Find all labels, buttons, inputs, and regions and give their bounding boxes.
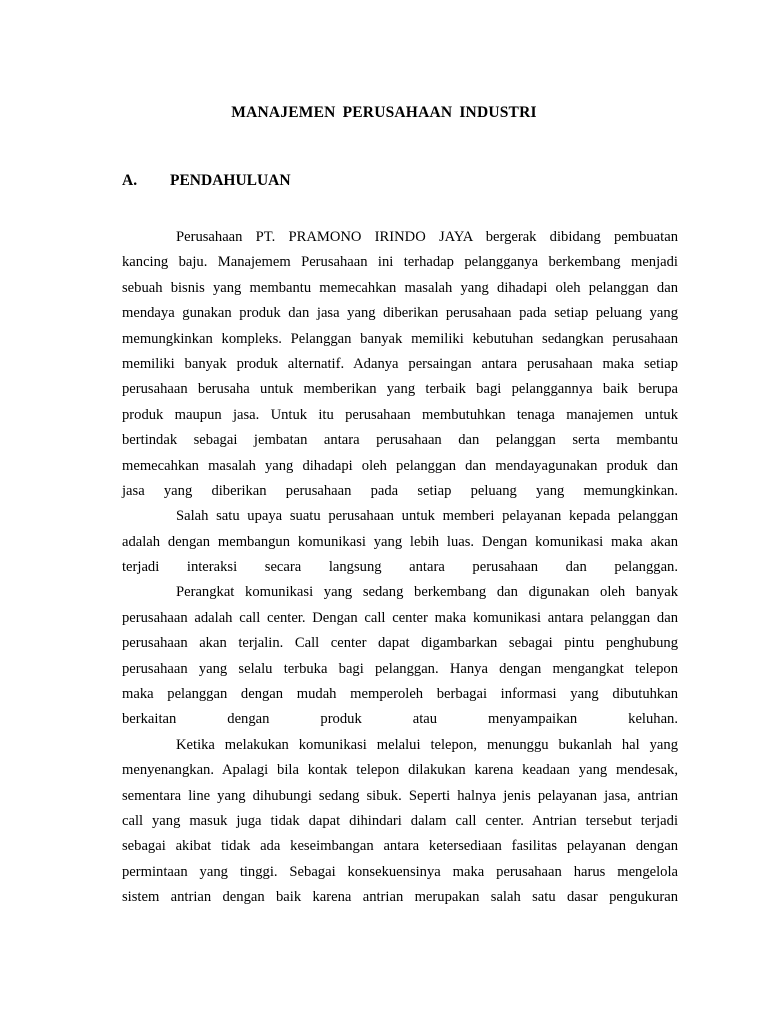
text-line: perusahaan berusaha untuk memberikan yang terbaik bagi pelanggannya baik berupa [122,381,678,398]
text-line: menyenangkan. Apalagi bila kontak telepon dilakukan karena keadaan yang mendesak, [122,762,678,779]
text-line: Perusahaan PT. PRAMONO IRINDO JAYA bergerak dibidang pembuatan [176,229,678,245]
text-line: memecahkan masalah yang dihadapi oleh pelanggan dan mendayagunakan produk dan [122,457,678,474]
text-line: memungkinkan kompleks. Pelanggan banyak memiliki kebutuhan sedangkan perusahaan [122,330,678,347]
text-line: memiliki banyak produk alternatif. Adanya persaingan antara perusahaan maka setiap [122,355,678,372]
text-line: adalah dengan membangun komunikasi yang lebih luas. Dengan komunikasi maka akan [122,533,678,550]
text-line: sistem antrian dengan baik karena antrian merupakan salah satu dasar pengukuran [122,889,678,906]
text-line: sementara line yang dihubungi sedang sibuk. Seperti halnya jenis pelayanan jasa, antrian [122,787,678,804]
text-line: call yang masuk juga tidak dapat dihindari dalam call center. Antrian tersebut terjadi [122,812,678,829]
document-title: MANAJEMEN PERUSAHAAN INDUSTRI [231,104,537,121]
body-text [122,225,678,911]
text-line: produk maupun jasa. Untuk itu perusahaan membutuhkan tenaga manajemen untuk [122,406,678,423]
text-line: kancing baju. Manajemem Perusahaan ini terhadap pelangganya berkembang menjadi [122,254,678,271]
text-line: berkaitan dengan produk atau menyampaikan keluhan. [122,711,678,728]
text-line: maka pelanggan dengan mudah memperoleh berbagai informasi yang dibutuhkan [122,686,678,703]
text-line: sebuah bisnis yang membantu memecahkan masalah yang dihadapi oleh pelanggan dan [122,279,678,296]
text-line: Salah satu upaya suatu perusahaan untuk memberi pelayanan kepada pelanggan [176,508,678,525]
section-heading [122,172,291,190]
text-line: perusahaan adalah call center. Dengan call center maka komunikasi antara pelanggan dan [122,609,678,626]
text-line: Ketika melakukan komunikasi melalui telepon, menunggu bukanlah hal yang [176,736,678,753]
text-line: permintaan yang tinggi. Sebagai konsekuensinya maka perusahaan harus mengelola [122,863,678,880]
section-title: PENDAHULUAN [170,172,291,189]
text-line: mendaya gunakan produk dan jasa yang diberikan perusahaan pada setiap peluang yang [122,305,678,322]
text-line: perusahaan yang selalu terbuka bagi pelanggan. Hanya dengan mengangkat telepon [122,660,678,677]
text-line: Perangkat komunikasi yang sedang berkembang dan digunakan oleh banyak [176,584,678,601]
text-line: jasa yang diberikan perusahaan pada setiap peluang yang memungkinkan. [122,482,678,499]
section-number: A. [122,172,138,189]
text-line: terjadi interaksi secara langsung antara perusahaan dan pelanggan. [122,559,678,576]
text-line: perusahaan akan terjalin. Call center dapat digambarkan sebagai pintu penghubung [122,635,678,652]
text-line: bertindak sebagai jembatan antara perusahaan dan pelanggan serta membantu [122,432,678,449]
text-line: sebagai akibat tidak ada keseimbangan antara ketersediaan fasilitas pelayanan dengan [122,838,678,855]
